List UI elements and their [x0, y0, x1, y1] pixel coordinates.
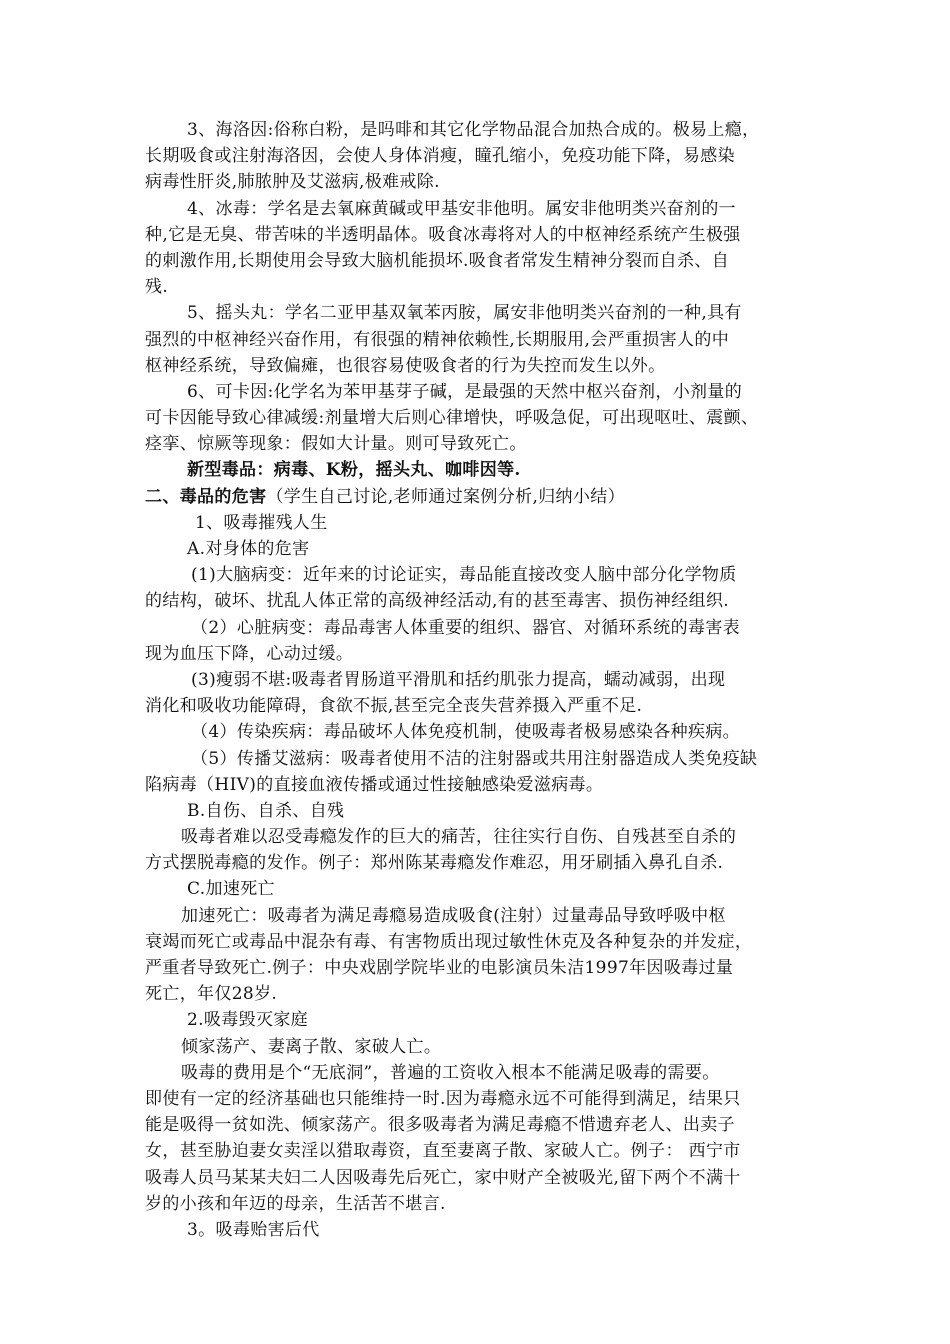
paragraph-family-summary: 倾家荡产、妻离子散、家破人亡。 [181, 1036, 442, 1057]
paragraph-family-line-1: 吸毒的费用是个“无底洞”，普遍的工资收入根本不能满足吸毒的需要。 [181, 1062, 720, 1083]
paragraph-cocaine-line-1: 6、可卡因:化学名为苯甲基芽子碱，是最强的天然中枢兴奋剂，小剂量的 [187, 381, 743, 402]
paragraph-selfharm-line-1: 吸毒者难以忍受毒瘾发作的巨大的痛苦，往往实行自伤、自残甚至自杀的 [181, 827, 737, 848]
item-infection-line-1: （4）传染疾病：毒品破坏人体免疫机制，使吸毒者极易感染各种疾病。 [191, 722, 741, 743]
paragraph-death-line-1: 加速死亡：吸毒者为满足毒瘾易造成吸食(注射）过量毒品导致呼吸中枢 [181, 905, 726, 926]
new-drugs-heading: 新型毒品：病毒、K粉，摇头丸、咖啡因等. [187, 460, 521, 481]
subsection-b-heading: B.自伤、自杀、自残 [187, 800, 345, 821]
section-two-heading [145, 484, 813, 510]
item-aids-line-2: 陷病毒（HIV)的直接血液传播或通过性接触感染爱滋病毒。 [145, 774, 604, 795]
item-heart-line-2: 现为血压下降，心动过缓。 [145, 643, 354, 664]
paragraph-meth-line-2: 种,它是无臭、带苦味的半透明晶体。吸食冰毒将对人的中枢神经系统产生极强 [145, 224, 741, 245]
item-heart-line-1: （2）心脏病变：毒品毒害人体重要的组织、器官、对循环系统的毒害表 [191, 617, 741, 638]
item-brain-line-1: (1)大脑病变：近年来的讨论证实，毒品能直接改变人脑中部分化学物质 [191, 565, 737, 586]
section-two-title: 二、毒品的危害 [145, 486, 267, 507]
paragraph-death-line-3: 严重者导致死亡.例子：中央戏剧学院毕业的电影演员朱洁1997年因吸毒过量 [145, 958, 734, 978]
document-body [145, 117, 813, 1243]
paragraph-family-line-5: 吸毒人员马某某夫妇二人因吸毒先后死亡，家中财产全被吸光,留下两个不满十 [145, 1167, 741, 1188]
paragraph-ecstasy-line-1: 5、摇头丸：学名二亚甲基双氧苯丙胺，属安非他明类兴奋剂的一种,具有 [187, 303, 742, 324]
paragraph-heroin-line-2: 长期吸食或注射海洛因，会使人身体消瘦，瞳孔缩小，免疫功能下降，易感染 [145, 146, 735, 167]
section-two-note: （学生自己讨论,老师通过案例分析,归纳小结） [266, 486, 625, 507]
paragraph-heroin-line-1: 3、海洛因:俗称白粉，是吗啡和其它化学物品混合加热合成的。极易上瘾， [187, 120, 760, 140]
paragraph-family-line-3: 能是吸得一贫如洗、倾家荡产。很多吸毒者为满足毒瘾不惜遗弃老人、出卖子 [145, 1115, 735, 1136]
paragraph-meth-line-1: 4、冰毒：学名是去氧麻黄碱或甲基安非他明。属安非他明类兴奋剂的一 [187, 198, 737, 219]
item-weak-line-2: 消化和吸收功能障碍，食欲不振,甚至完全丧失营养摄入严重不足. [145, 696, 643, 717]
paragraph-family-line-6: 岁的小孩和年迈的母亲，生活苦不堪言. [145, 1193, 446, 1214]
subsection-c-heading: C.加速死亡 [187, 879, 275, 900]
paragraph-death-line-2: 衰竭而死亡或毒品中混杂有毒、有害物质出现过敏性休克及各种复杂的并发症， [145, 931, 753, 952]
paragraph-heroin-line-3: 病毒性肝炎,肺脓肿及艾滋病,极难戒除. [145, 172, 440, 193]
subsection-2-heading: 2.吸毒毁灭家庭 [187, 1010, 309, 1031]
paragraph-death-line-4: 死亡，年仅28岁. [145, 984, 278, 1005]
item-aids-line-1: （5）传播艾滋病：吸毒者使用不洁的注射器或共用注射器造成人类免疫缺 [191, 748, 758, 769]
subsection-3-heading: 3。吸毒贻害后代 [187, 1219, 320, 1240]
item-weak-line-1: (3)瘦弱不堪:吸毒者胃肠道平滑肌和括约肌张力提高，蠕动减弱，出现 [191, 669, 726, 690]
paragraph-meth-line-3: 的刺激作用,长期使用会导致大脑机能损坏.吸食者常发生精神分裂而自杀、自 [145, 250, 730, 271]
paragraph-ecstasy-line-2: 强烈的中枢神经兴奋作用，有很强的精神依赖性,长期服用,会严重损害人的中 [145, 329, 730, 350]
paragraph-ecstasy-line-3: 枢神经系统，导致偏瘫，也很容易使吸食者的行为失控而发生以外。 [145, 355, 666, 376]
paragraph-family-line-4: 女，甚至胁迫妻女卖淫以猎取毒资，直至妻离子散、家破人亡。例子： 西宁市 [145, 1141, 741, 1162]
paragraph-selfharm-line-2: 方式摆脱毒瘾的发作。例子：郑州陈某毒瘾发作难忍，用牙刷插入鼻孔自杀. [145, 853, 724, 874]
subsection-1-heading: 1、吸毒摧残人生 [195, 512, 328, 533]
item-brain-line-2: 的结构，破坏、扰乱人体正常的高级神经活动,有的甚至毒害、损伤神经组织. [145, 591, 730, 612]
subsection-a-heading: A.对身体的危害 [187, 539, 310, 559]
paragraph-family-line-2: 即使有一定的经济基础也只能维持一时.因为毒瘾永远不可能得到满足，结果只 [145, 1088, 741, 1109]
paragraph-cocaine-line-3: 痉挛、惊厥等现象：假如大计量。则可导致死亡。 [145, 434, 527, 455]
paragraph-meth-line-4: 残. [145, 277, 169, 298]
paragraph-cocaine-line-2: 可卡因能导致心律减缓:剂量增大后则心律增快，呼吸急促，可出现呕吐、震颤、 [145, 408, 759, 429]
